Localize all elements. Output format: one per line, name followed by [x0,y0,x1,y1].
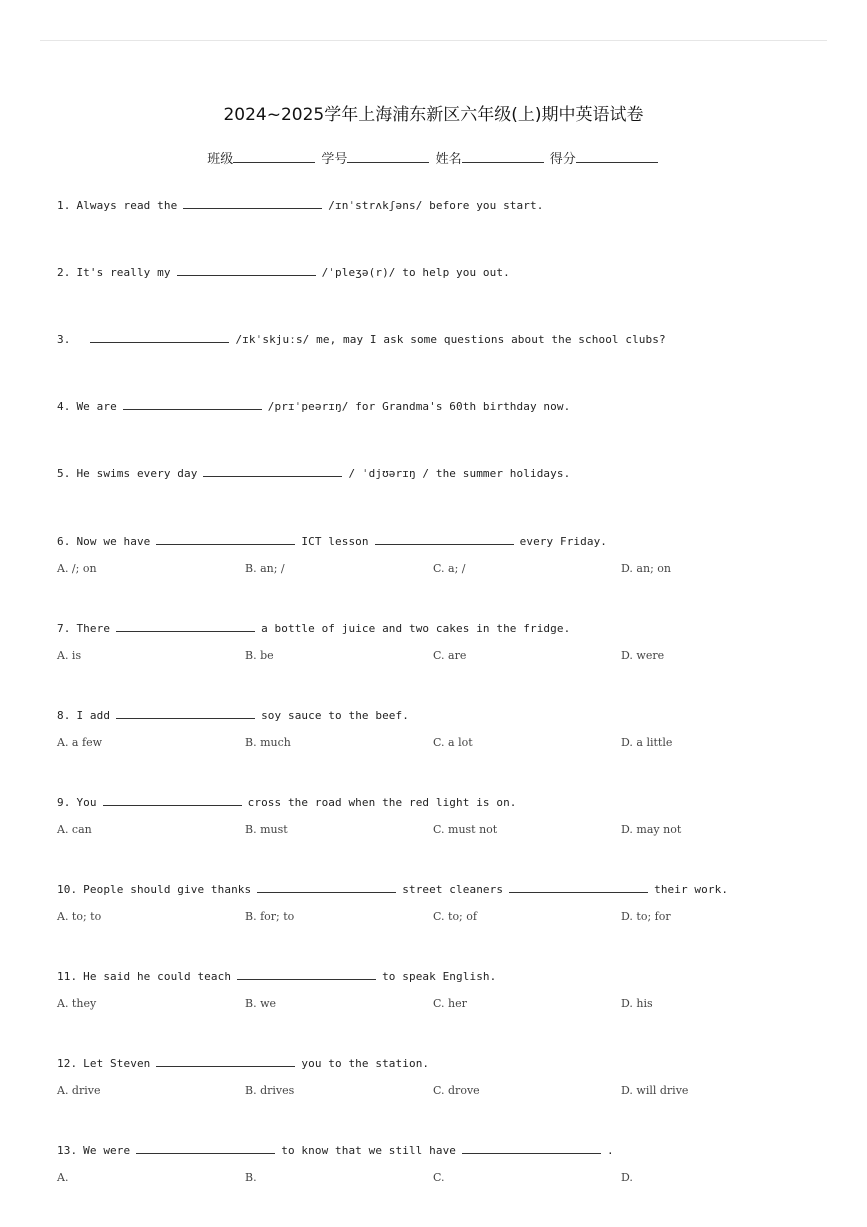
question-7 [57,621,570,635]
class-label: 班级 [207,152,234,167]
option-b[interactable]: B. for; to [245,910,295,923]
question-text-pre: I add [76,709,111,722]
answer-blank[interactable] [103,795,242,806]
score-blank[interactable] [576,150,658,163]
option-a[interactable]: A. to; to [57,910,102,923]
option-b[interactable]: B. drives [245,1084,295,1097]
options-13 [57,1171,837,1187]
answer-blank[interactable] [116,621,255,632]
question-text-post: their work. [654,883,729,896]
question-number: 13. [57,1144,78,1157]
option-d[interactable]: D. his [621,997,653,1010]
student-id-label: 学号 [321,152,348,167]
option-c[interactable]: C. to; of [433,910,477,923]
answer-blank[interactable] [183,198,322,209]
question-text-post: every Friday. [519,535,608,548]
question-number: 7. [57,622,71,635]
question-text-pre: People should give thanks [83,883,252,896]
question-number: 8. [57,709,71,722]
question-text-post: you to the station. [301,1057,430,1070]
top-divider [40,40,827,41]
question-text-pre: Let Steven [83,1057,151,1070]
question-4 [57,399,570,413]
question-text-post: cross the road when the red light is on. [247,796,517,809]
question-5 [57,466,570,480]
student-info-line [0,148,867,167]
class-blank[interactable] [233,150,315,163]
answer-blank[interactable] [90,332,229,343]
options-10 [57,910,837,926]
question-number: 12. [57,1057,78,1070]
answer-blank[interactable] [177,265,316,276]
question-text-post: /ˈpleʒə(r)/ to help you out. [321,266,510,279]
question-number: 10. [57,883,78,896]
option-c[interactable]: C. drove [433,1084,480,1097]
option-d[interactable]: D. [621,1171,633,1184]
question-text-mid: to know that we still have [281,1144,457,1157]
option-d[interactable]: D. an; on [621,562,671,575]
option-c[interactable]: C. must not [433,823,498,836]
question-text-post: / ˈdjʊərɪŋ / the summer holidays. [348,467,571,480]
question-number: 2. [57,266,71,279]
option-b[interactable]: B. [245,1171,257,1184]
question-9 [57,795,517,809]
option-d[interactable]: D. were [621,649,665,662]
option-a[interactable]: A. /; on [57,562,97,575]
score-label: 得分 [549,152,576,167]
question-text-mid: ICT lesson [301,535,369,548]
question-2 [57,265,510,279]
option-a[interactable]: A. can [57,823,92,836]
question-10 [57,882,728,896]
question-12 [57,1056,429,1070]
question-text-post: . [607,1144,614,1157]
question-text-pre: Now we have [76,535,151,548]
option-c[interactable]: C. a lot [433,736,473,749]
question-text-post: a bottle of juice and two cakes in the fridge. [261,622,571,635]
answer-blank[interactable] [203,466,342,477]
question-number: 3. [57,333,71,346]
option-d[interactable]: D. may not [621,823,682,836]
student-id-blank[interactable] [347,150,429,163]
question-number: 4. [57,400,71,413]
question-number: 6. [57,535,71,548]
question-text-post: /ɪnˈstrʌkʃəns/ before you start. [328,199,544,212]
option-a[interactable]: A. drive [57,1084,101,1097]
question-13 [57,1143,614,1157]
question-number: 1. [57,199,71,212]
question-1 [57,198,543,212]
answer-blank[interactable] [462,1143,601,1154]
answer-blank[interactable] [116,708,255,719]
question-6 [57,534,607,548]
option-b[interactable]: B. we [245,997,277,1010]
question-number: 5. [57,467,71,480]
option-b[interactable]: B. must [245,823,288,836]
answer-blank[interactable] [257,882,396,893]
question-text-post: /prɪˈpeərɪŋ/ for Grandma's 60th birthday now. [267,400,571,413]
name-label: 姓名 [435,152,462,167]
question-text-post: /ɪkˈskjuːs/ me, may I ask some questions about the school clubs? [235,333,666,346]
option-a[interactable]: A. they [57,997,97,1010]
option-c[interactable]: C. her [433,997,467,1010]
options-8 [57,736,837,752]
question-text-pre: It's really my [76,266,171,279]
question-number: 11. [57,970,78,983]
answer-blank[interactable] [156,534,295,545]
question-text-pre: There [76,622,111,635]
question-text-pre: We are [76,400,117,413]
question-text-pre: We were [83,1144,131,1157]
options-12 [57,1084,837,1100]
name-blank[interactable] [462,150,544,163]
question-text-post: to speak English. [382,970,497,983]
option-c[interactable]: C. a; / [433,562,466,575]
options-11 [57,997,837,1013]
option-a[interactable]: A. is [57,649,82,662]
option-a[interactable]: A. [57,1171,69,1184]
option-b[interactable]: B. be [245,649,274,662]
options-9 [57,823,837,839]
option-a[interactable]: A. a few [57,736,102,749]
question-text-pre: He said he could teach [83,970,232,983]
option-d[interactable]: D. will drive [621,1084,689,1097]
answer-blank[interactable] [123,399,262,410]
options-7 [57,649,837,665]
option-d[interactable]: D. to; for [621,910,671,923]
answer-blank[interactable] [375,534,514,545]
question-text-post: soy sauce to the beef. [261,709,409,722]
option-c[interactable]: C. are [433,649,467,662]
option-d[interactable]: D. a little [621,736,673,749]
option-c[interactable]: C. [433,1171,445,1184]
question-text-pre: You [76,796,97,809]
answer-blank[interactable] [509,882,648,893]
question-11 [57,969,496,983]
question-8 [57,708,409,722]
answer-blank[interactable] [136,1143,275,1154]
question-3 [57,332,666,346]
answer-blank[interactable] [156,1056,295,1067]
options-6 [57,562,837,578]
option-b[interactable]: B. much [245,736,291,749]
page-title: 2024~2025学年上海浦东新区六年级(上)期中英语试卷 [223,105,644,125]
answer-blank[interactable] [237,969,376,980]
option-b[interactable]: B. an; / [245,562,285,575]
question-number: 9. [57,796,71,809]
question-text-pre: Always read the [76,199,178,212]
question-text-mid: street cleaners [402,883,504,896]
question-text-pre: He swims every day [76,467,198,480]
